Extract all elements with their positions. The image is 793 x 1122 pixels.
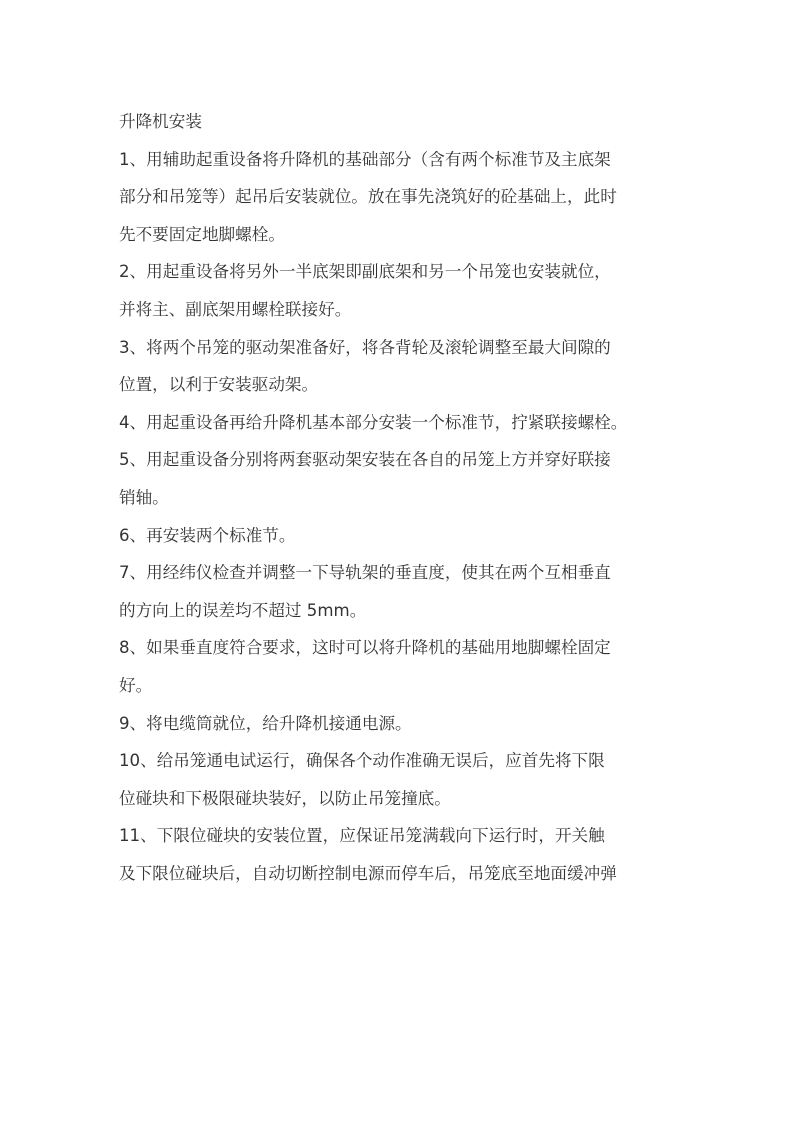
paragraph-11 xyxy=(119,817,675,892)
paragraph-line: 9、将电缆筒就位，给升降机接通电源。 xyxy=(119,713,412,733)
paragraph-10 xyxy=(119,742,675,817)
paragraph-7 xyxy=(119,554,675,629)
paragraph-line: 部分和吊笼等）起吊后安装就位。放在事先浇筑好的砼基础上，此时 xyxy=(119,187,617,207)
paragraph-9 xyxy=(119,705,675,743)
paragraph-4 xyxy=(119,404,675,442)
paragraph-1 xyxy=(119,141,675,254)
paragraph-line: 10、给吊笼通电试运行，确保各个动作准确无误后，应首先将下限 xyxy=(119,751,605,771)
paragraph-line: 位置，以利于安装驱动架。 xyxy=(119,375,319,395)
paragraph-line: 7、用经纬仪检查并调整一下导轨架的垂直度，使其在两个互相垂直 xyxy=(119,563,611,583)
paragraph-line: 1、用辅助起重设备将升降机的基础部分（含有两个标准节及主底架 xyxy=(119,149,611,169)
paragraph-line: 销轴。 xyxy=(119,487,169,507)
document-title: 升降机安装 xyxy=(119,112,202,131)
paragraph-2 xyxy=(119,253,675,328)
paragraph-8 xyxy=(119,629,675,704)
paragraph-line: 先不要固定地脚螺栓。 xyxy=(119,224,285,244)
paragraph-line: 位碰块和下极限碰块装好，以防止吊笼撞底。 xyxy=(119,788,451,808)
paragraph-3 xyxy=(119,329,675,404)
document-page xyxy=(119,103,675,892)
paragraph-5 xyxy=(119,441,675,516)
paragraph-line: 4、用起重设备再给升降机基本部分安装一个标准节，拧紧联接螺栓。 xyxy=(119,412,628,432)
paragraph-line: 2、用起重设备将另外一半底架即副底架和另一个吊笼也安装就位， xyxy=(119,262,611,282)
paragraph-line: 好。 xyxy=(119,675,153,695)
paragraph-6 xyxy=(119,517,675,555)
paragraph-line: 6、再安装两个标准节。 xyxy=(119,525,296,545)
paragraph-line: 3、将两个吊笼的驱动架准备好，将各背轮及滚轮调整至最大间隙的 xyxy=(119,337,611,357)
paragraph-line: 的方向上的误差均不超过 5mm。 xyxy=(119,600,367,620)
paragraph-line: 11、下限位碰块的安装位置，应保证吊笼满载向下运行时，开关触 xyxy=(119,826,605,846)
paragraph-line: 8、如果垂直度符合要求，这时可以将升降机的基础用地脚螺栓固定 xyxy=(119,638,611,658)
paragraph-line: 并将主、副底架用螺栓联接好。 xyxy=(119,299,352,319)
paragraph-line: 及下限位碰块后，自动切断控制电源而停车后，吊笼底至地面缓冲弹 xyxy=(119,863,617,883)
paragraph-line: 5、用起重设备分别将两套驱动架安装在各自的吊笼上方并穿好联接 xyxy=(119,450,611,470)
